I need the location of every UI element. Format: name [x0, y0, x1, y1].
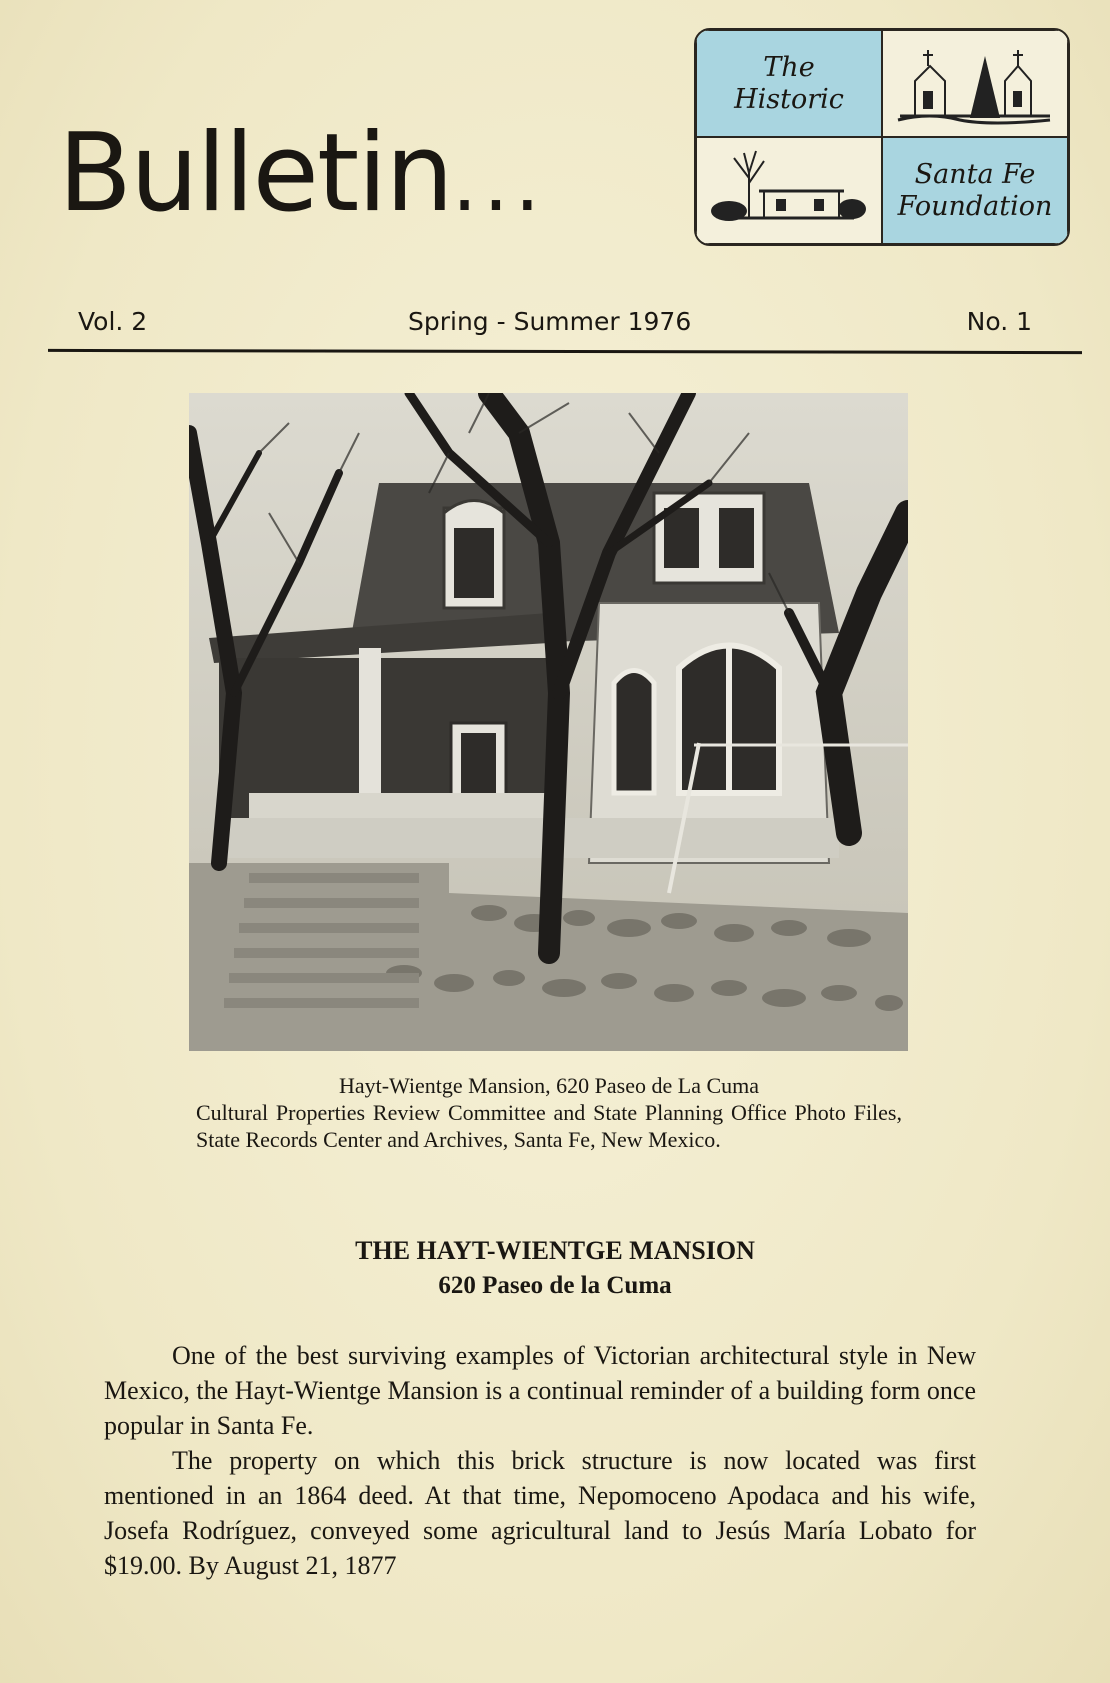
logo-line-historic: Historic — [734, 83, 844, 115]
article-body — [104, 1338, 976, 1583]
bulletin-title: Bulletin... — [58, 111, 547, 236]
article-paragraph-2: The property on which this brick structure is now located was first mentioned in an 1864 deed. At that time, Nepomoceno Apodaca and his wife, Josefa Rodríguez, conveyed some agricultural land to Jesús María Lobato for $19.00. By August 21, 1877 — [104, 1446, 976, 1580]
issue-date: Spring - Summer 1976 — [408, 307, 692, 336]
logo-line-the: The — [763, 52, 815, 84]
volume-label: Vol. 2 — [78, 307, 148, 336]
church-icon — [890, 36, 1060, 131]
photo-caption — [196, 1072, 902, 1153]
mansion-photo — [189, 393, 908, 1051]
caption-credit: Cultural Properties Review Committee and State Planning Office Photo Files, State Records Center and Archives, Santa Fe, New Mexico. — [196, 1100, 902, 1152]
masthead-rule — [48, 349, 1082, 354]
logo-text-cell-top — [696, 30, 882, 137]
logo-line-foundation: Foundation — [897, 190, 1053, 222]
issue-number: No. 1 — [966, 307, 1032, 336]
caption-title: Hayt-Wientge Mansion, 620 Paseo de La Cuma — [338, 1073, 760, 1098]
logo-line-santa-fe: Santa Fe — [914, 159, 1036, 191]
article-subtitle: 620 Paseo de la Cuma — [438, 1272, 672, 1299]
church-illustration — [882, 30, 1068, 137]
adobe-house-icon — [704, 143, 874, 238]
title-dots: ... — [451, 136, 547, 229]
article-title: THE HAYT-WIENTGE MANSION — [355, 1236, 755, 1265]
foundation-logo — [694, 28, 1070, 246]
article-paragraph-1: One of the best surviving examples of Victorian architectural style in New Mexico, the Hayt-Wientge Mansion is a continual reminder of a building form once popular in Santa Fe. — [104, 1341, 976, 1440]
house-illustration — [696, 137, 882, 244]
logo-text-cell-bottom — [882, 137, 1068, 244]
